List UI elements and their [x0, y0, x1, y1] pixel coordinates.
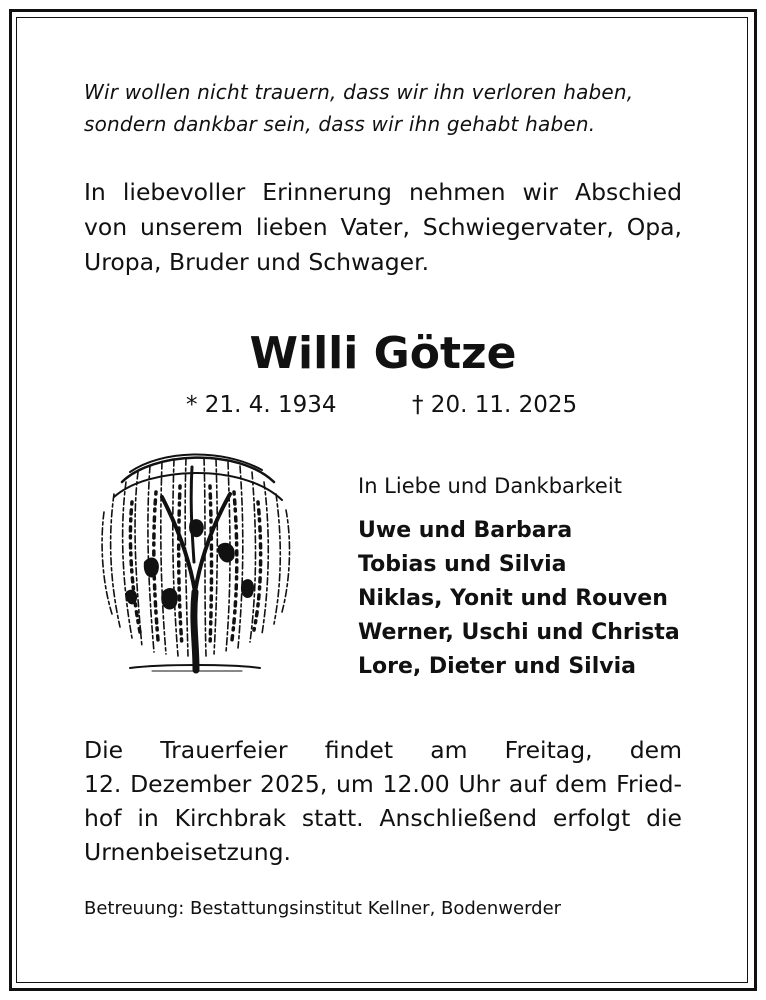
intro-line-2: von unserem lieben Vater, Schwiegervater, Opa, [84, 213, 682, 241]
signature-name-3: Niklas, Yonit und Rouven [358, 586, 668, 611]
funeral-home-credit: Betreuung: Bestattungsinstitut Kellner, Bodenwerder [84, 898, 562, 919]
motto-line-2: sondern dankbar sein, dass wir ihn gehabt haben. [84, 112, 596, 136]
ceremony-line-1: Die Trauerfeier findet am Freitag, dem [84, 736, 682, 764]
death-date: † 20. 11. 2025 [412, 392, 578, 418]
ceremony-line-4: Urnenbeisetzung. [84, 838, 292, 866]
ceremony-line-2: 12. Dezember 2025, um 12.00 Uhr auf dem Fried- [84, 770, 682, 798]
birth-date: * 21. 4. 1934 [186, 392, 337, 418]
intro-line-3: Uropa, Bruder und Schwager. [84, 248, 430, 276]
deceased-name: Willi Götze [249, 328, 517, 379]
signature-name-5: Lore, Dieter und Silvia [358, 654, 636, 679]
intro-line-1: In liebevoller Erinnerung nehmen wir Abschied [84, 178, 682, 206]
ceremony-line-3: hof in Kirchbrak statt. Anschließend erfolgt die [84, 804, 682, 832]
weeping-willow-tree-icon [92, 442, 298, 676]
signature-intro: In Liebe und Dankbarkeit [358, 474, 622, 498]
signature-name-4: Werner, Uschi und Christa [358, 620, 680, 645]
motto-line-1: Wir wollen nicht trauern, dass wir ihn verloren haben, [84, 80, 634, 104]
signature-name-2: Tobias und Silvia [358, 552, 567, 577]
signature-name-1: Uwe und Barbara [358, 518, 573, 543]
